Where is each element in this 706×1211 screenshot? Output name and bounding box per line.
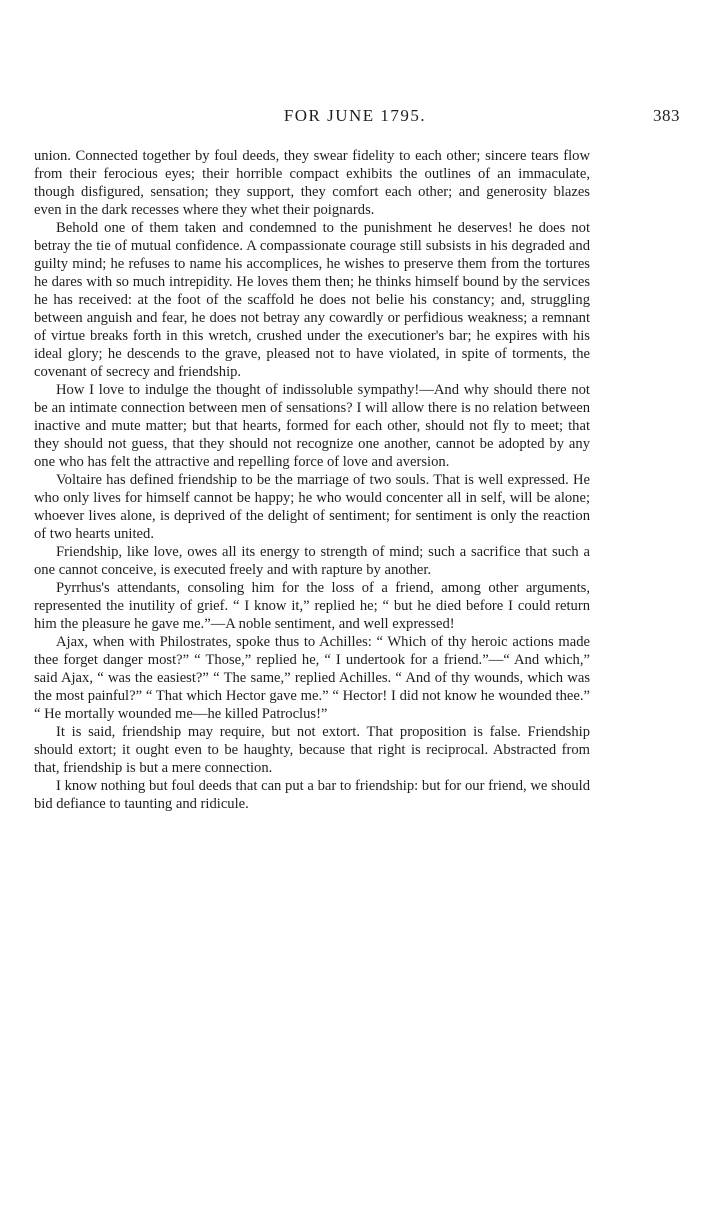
running-title: FOR JUNE 1795.: [283, 106, 427, 125]
paragraph-extort: It is said, friendship may require, but not extort. That proposition is false. Friendship should extort; it ought even to be haughty, because that right is reciprocal. Abstracted from that, friendship is but a mere connection.: [34, 724, 590, 776]
paragraph-friendship-love: Friendship, like love, owes all its energy to strength of mind; such a sacrifice that such a one cannot conceive, is executed freely and with rapture by another.: [34, 544, 590, 578]
paragraph-continuation: union. Connected together by foul deeds, they swear fidelity to each other; sincere tears flow from their ferocious eyes; their horrible compact exhibits the outlines of an immaculate, though disfigured, sensation; they support, they comfort each other; and generosity blazes even in the dark recesses where they whet their poignards.: [34, 148, 590, 218]
paragraph-pyrrhus: Pyrrhus's attendants, consoling him for the loss of a friend, among other arguments, represented the inutility of grief. “ I know it,” replied he; “ but he died before I could return him the pleasure he gave me.”—A noble sentiment, and well expressed!: [34, 580, 590, 632]
paragraph-condemned-accomplice: Behold one of them taken and condemned to the punishment he deserves! he does not betray the tie of mutual confidence. A compassionate courage still subsists in his degraded and guilty mind; he refuses to name his accomplices, he wishes to preserve them from the tortures he dares with so much intrepidity. He loves them then; he thinks himself bound by the services he has received: at the foot of the scaffold he does not belie his constancy; and, struggling between anguish and fear, he does not betray any cowardly or perfidious weakness; a remnant of virtue breaks forth in this wretch, crushed under the executioner's bar; he expires with his ideal glory; he descends to the grave, pleased not to have violated, in spite of torments, the covenant of secrecy and friendship.: [34, 220, 590, 380]
body-text: [34, 147, 590, 813]
paragraph-foul-deeds: I know nothing but foul deeds that can put a bar to friendship: but for our friend, we should bid defiance to taunting and ridicule.: [34, 778, 590, 812]
running-head: [30, 104, 680, 130]
paragraph-sympathy: How I love to indulge the thought of indissoluble sympathy!—And why should there not be an intimate connection between men of sensations? I will allow there is no relation between inactive and mute matter; but that hearts, formed for each other, should not fly to meet; that they should not guess, that they should not recognize one another, cannot be adopted by any one who has felt the attractive and repelling force of love and aversion.: [34, 382, 590, 470]
page-number: 383: [653, 106, 680, 125]
paragraph-voltaire: Voltaire has defined friendship to be the marriage of two souls. That is well expressed. He who only lives for himself cannot be happy; he who would concenter all in self, will be alone; whoever lives alone, is deprived of the delight of sentiment; for sentiment is only the reaction of two hearts united.: [34, 472, 590, 542]
paragraph-ajax-achilles: Ajax, when with Philostrates, spoke thus to Achilles: “ Which of thy heroic actions made thee forget danger most?” “ Those,” replied he, “ I undertook for a friend.”—“ And which,” said Ajax, “ was the easiest?” “ The same,” replied Achilles. “ And of thy wounds, which was the most painful?” “ That which Hector gave me.” “ Hector! I did not know he wounded thee.” “ He mortally wounded me—he killed Patroclus!”: [34, 634, 590, 722]
